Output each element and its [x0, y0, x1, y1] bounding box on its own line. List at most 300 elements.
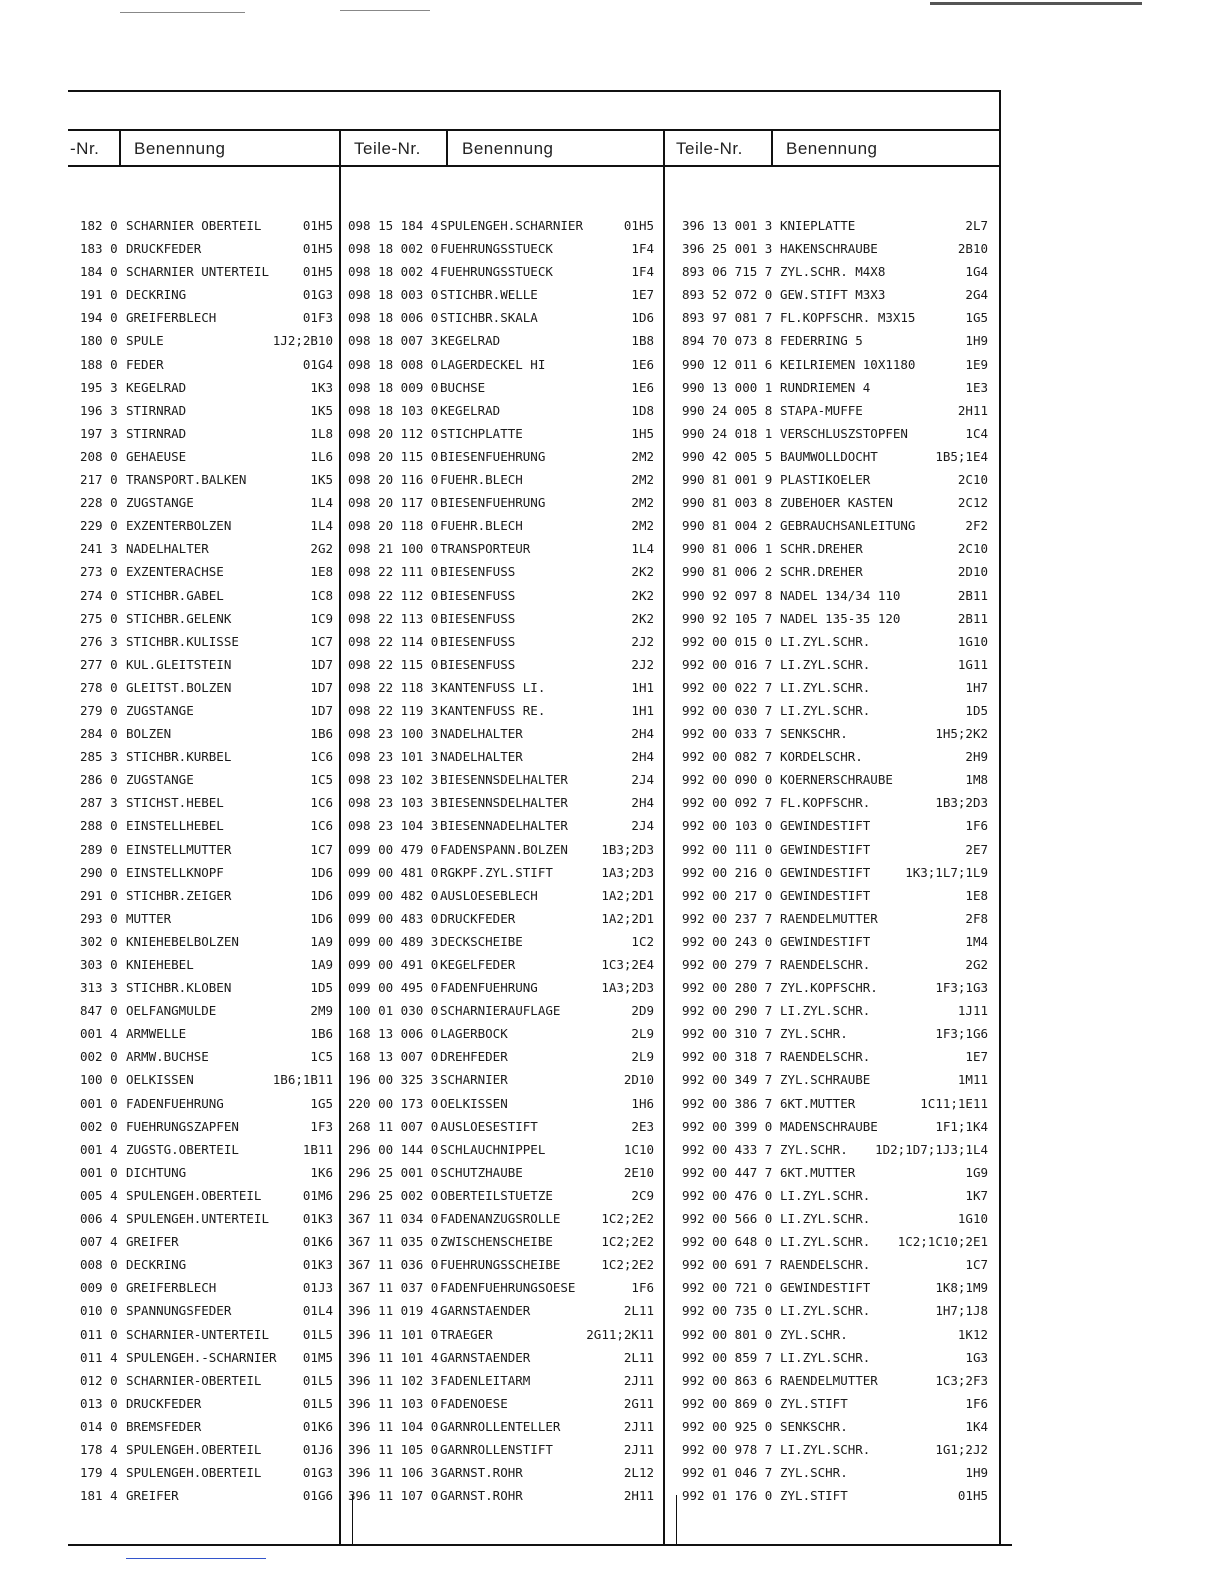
part-number: 992 00 648 0: [682, 1234, 773, 1250]
table-row: [348, 1369, 654, 1392]
part-number: 396 11 104 0: [348, 1418, 439, 1434]
part-name: STICHBR.ZEIGER: [126, 887, 232, 903]
part-name: 6KT.MUTTER: [780, 1095, 856, 1111]
table-row: [80, 1022, 333, 1045]
grid-reference: 1D6: [310, 864, 333, 880]
table-row: [348, 884, 654, 907]
part-name: BIESENFUSS: [440, 633, 516, 649]
table-row: [682, 445, 988, 468]
part-name: SCHUTZHAUBE: [440, 1164, 523, 1180]
table-row: [682, 768, 988, 791]
table-row: [80, 1323, 333, 1346]
part-number: 992 00 735 0: [682, 1303, 773, 1319]
grid-reference: 1D7: [310, 679, 333, 695]
grid-reference: 2K2: [631, 610, 654, 626]
part-number: 291 0: [80, 887, 118, 903]
grid-reference: 2M9: [310, 1003, 333, 1019]
grid-reference: 2F2: [965, 518, 988, 534]
grid-reference: 1H6: [631, 1095, 654, 1111]
part-number: 099 00 489 3: [348, 933, 439, 949]
part-name: ZUGSTANGE: [126, 772, 194, 788]
part-number: 396 11 019 4: [348, 1303, 439, 1319]
part-number: 098 20 116 0: [348, 472, 439, 488]
part-name: BIESENNADELHALTER: [440, 818, 568, 834]
part-number: 296 25 002 0: [348, 1187, 439, 1203]
part-number: 990 24 018 1: [682, 425, 773, 441]
part-name: RAENDELMUTTER: [780, 1372, 878, 1388]
part-name: DECKSCHEIBE: [440, 933, 523, 949]
part-name: EXZENTERBOLZEN: [126, 518, 232, 534]
grid-reference: 01G3: [302, 287, 333, 303]
table-row: [348, 607, 654, 630]
grid-reference: 1H9: [965, 333, 988, 349]
grid-reference: 1G11: [957, 656, 988, 672]
table-row: [348, 1092, 654, 1115]
table-row: [348, 699, 654, 722]
part-number: 098 18 009 0: [348, 379, 439, 395]
grid-reference: 2H11: [623, 1488, 654, 1504]
part-number: 303 0: [80, 957, 118, 972]
part-number: 098 22 114 0: [348, 633, 439, 649]
part-number: 001 4: [80, 1026, 118, 1042]
part-name: STICHBR.GELENK: [126, 610, 232, 626]
part-name: OELFANGMULDE: [126, 1003, 217, 1019]
part-number: 284 0: [80, 726, 118, 742]
part-name: LI.ZYL.SCHR.: [780, 656, 871, 672]
table-row: [80, 1207, 333, 1230]
part-name: RAENDELMUTTER: [780, 910, 878, 926]
part-name: FUEHRUNGSSTUECK: [440, 241, 553, 257]
table-row: [348, 907, 654, 930]
part-number: 098 18 008 0: [348, 356, 439, 372]
part-name: NADELHALTER: [126, 541, 209, 557]
grid-reference: 01J6: [302, 1441, 333, 1457]
table-row: [348, 399, 654, 422]
part-number: 990 24 005 8: [682, 402, 773, 418]
grid-reference: 1C2;2E2: [601, 1257, 654, 1273]
part-number: 098 22 118 3: [348, 679, 439, 695]
part-number: 990 12 011 6: [682, 356, 773, 372]
grid-reference: 1H1: [631, 679, 654, 695]
part-name: ZWISCHENSCHEIBE: [440, 1234, 553, 1250]
part-number: 098 20 115 0: [348, 448, 439, 464]
grid-reference: 2E10: [623, 1164, 654, 1180]
part-name: RUNDRIEMEN 4: [780, 379, 871, 395]
part-name: ZYL.SCHR.: [780, 1465, 848, 1481]
column-3: [682, 214, 988, 1507]
table-row: [80, 1438, 333, 1461]
table-row: [348, 768, 654, 791]
table-row: [348, 491, 654, 514]
table-row: [80, 838, 333, 861]
part-number: 196 00 325 3: [348, 1072, 439, 1088]
table-row: [348, 584, 654, 607]
table-row: [682, 1369, 988, 1392]
table-row: [80, 1369, 333, 1392]
table-row: [682, 399, 988, 422]
grid-reference: 1L6: [310, 448, 333, 464]
part-name: LAGERBOCK: [440, 1026, 508, 1042]
part-number: 287 3: [80, 795, 118, 811]
grid-reference: 1B8: [631, 333, 654, 349]
grid-reference: 2D10: [623, 1072, 654, 1088]
grid-reference: 1C6: [310, 795, 333, 811]
part-name: KNIEHEBELBOLZEN: [126, 933, 239, 949]
part-name: FADENFUEHRUNG: [126, 1095, 224, 1111]
part-name: BIESENFUSS: [440, 587, 516, 603]
part-number: 182 0: [80, 218, 118, 233]
table-row: [682, 907, 988, 930]
table-row: [348, 1346, 654, 1369]
table-row: [80, 745, 333, 768]
part-name: SCHR.DREHER: [780, 541, 863, 557]
grid-reference: 1C7: [310, 633, 333, 649]
part-number: 228 0: [80, 495, 118, 511]
table-row: [80, 237, 333, 260]
part-number: 992 00 090 0: [682, 772, 773, 788]
grid-reference: 1K4: [965, 1418, 988, 1434]
part-name: SPULENGEH.-SCHARNIER: [126, 1349, 277, 1365]
part-name: LI.ZYL.SCHR.: [780, 1303, 871, 1319]
part-number: 099 00 491 0: [348, 957, 439, 972]
part-number: 098 20 117 0: [348, 495, 439, 511]
grid-reference: 01L5: [302, 1395, 333, 1411]
part-number: 992 00 111 0: [682, 841, 773, 857]
header-col2-name: Benennung: [462, 139, 554, 158]
grid-reference: 1C6: [310, 749, 333, 765]
part-name: KEGELRAD: [440, 402, 501, 418]
part-number: 098 18 006 0: [348, 310, 439, 326]
part-number: 014 0: [80, 1418, 118, 1434]
part-name: GEWINDESTIFT: [780, 841, 871, 857]
table-row: [80, 537, 333, 560]
table-row: [682, 630, 988, 653]
part-name: FADENSPANN.BOLZEN: [440, 841, 568, 857]
part-number: 893 06 715 7: [682, 264, 773, 280]
table-row: [80, 1161, 333, 1184]
part-number: 099 00 481 0: [348, 864, 439, 880]
table-row: [682, 1461, 988, 1484]
grid-reference: 01H5: [302, 241, 333, 257]
part-number: 990 42 005 5: [682, 448, 773, 464]
table-row: [682, 353, 988, 376]
grid-reference: 1G3: [965, 1349, 988, 1365]
column-3-inner-line: [676, 1495, 677, 1545]
grid-reference: 01L4: [302, 1303, 333, 1319]
part-number: 992 00 447 7: [682, 1164, 773, 1180]
table-row: [80, 1115, 333, 1138]
grid-reference: 1F4: [631, 264, 654, 280]
part-number: 992 00 691 7: [682, 1257, 773, 1273]
table-row: [80, 491, 333, 514]
part-number: 098 18 103 0: [348, 402, 439, 418]
part-number: 367 11 034 0: [348, 1211, 439, 1227]
table-row: [80, 1299, 333, 1322]
part-name: SCHLAUCHNIPPEL: [440, 1141, 546, 1157]
part-name: EXZENTERACHSE: [126, 564, 224, 580]
table-row: [80, 283, 333, 306]
table-row: [348, 953, 654, 976]
part-number: 367 11 036 0: [348, 1257, 439, 1273]
part-name: STIRNRAD: [126, 402, 187, 418]
grid-reference: 1L4: [310, 518, 333, 534]
part-name: EINSTELLKNOPF: [126, 864, 224, 880]
part-number: 011 4: [80, 1349, 118, 1365]
part-number: 992 00 290 7: [682, 1003, 773, 1019]
part-number: 098 23 101 3: [348, 749, 439, 765]
part-number: 006 4: [80, 1211, 118, 1227]
table-row: [348, 468, 654, 491]
part-number: 992 00 092 7: [682, 795, 773, 811]
grid-reference: 01H5: [302, 218, 333, 233]
grid-reference: 1C11;1E11: [920, 1095, 988, 1111]
part-number: 396 11 105 0: [348, 1441, 439, 1457]
part-number: 990 81 001 9: [682, 472, 773, 488]
part-number: 302 0: [80, 933, 118, 949]
table-row: [348, 283, 654, 306]
part-name: KNIEPLATTE: [780, 218, 856, 233]
table-row: [348, 560, 654, 583]
table-row: [348, 676, 654, 699]
table-row: [682, 1207, 988, 1230]
grid-reference: 1B6: [310, 726, 333, 742]
part-number: 992 00 279 7: [682, 957, 773, 972]
grid-reference: 1E7: [965, 1049, 988, 1065]
grid-reference: 1F3: [310, 1118, 333, 1134]
part-number: 992 00 433 7: [682, 1141, 773, 1157]
part-number: 992 00 566 0: [682, 1211, 773, 1227]
grid-reference: 01F3: [302, 310, 333, 326]
grid-reference: 1M11: [957, 1072, 988, 1088]
table-row: [80, 630, 333, 653]
part-number: 008 0: [80, 1257, 118, 1273]
part-number: 367 11 035 0: [348, 1234, 439, 1250]
part-number: 183 0: [80, 241, 118, 257]
part-number: 099 00 479 0: [348, 841, 439, 857]
table-row: [682, 1161, 988, 1184]
table-row: [348, 353, 654, 376]
part-name: SPULENGEH.OBERTEIL: [126, 1465, 262, 1481]
part-number: 396 11 102 3: [348, 1372, 439, 1388]
part-number: 313 3: [80, 980, 118, 996]
grid-reference: 2L9: [631, 1026, 654, 1042]
table-row: [348, 745, 654, 768]
part-name: FADENFUEHRUNG: [440, 980, 538, 996]
grid-reference: 1E8: [310, 564, 333, 580]
grid-reference: 2G4: [965, 287, 988, 303]
part-name: GEBRAUCHSANLEITUNG: [780, 518, 916, 534]
part-number: 990 92 105 7: [682, 610, 773, 626]
header-col1-nr: -Nr.: [70, 139, 100, 158]
part-name: SCHARNIER-OBERTEIL: [126, 1372, 262, 1388]
table-row: [80, 514, 333, 537]
grid-reference: 2D9: [631, 1003, 654, 1019]
grid-reference: 1F4: [631, 241, 654, 257]
part-name: STICHBR.WELLE: [440, 287, 538, 303]
part-name: KORDELSCHR.: [780, 749, 863, 765]
part-name: STIRNRAD: [126, 425, 187, 441]
grid-reference: 2B10: [957, 241, 988, 257]
part-name: BIESENFUSS: [440, 656, 516, 672]
part-number: 195 3: [80, 379, 118, 395]
part-number: 992 00 863 6: [682, 1372, 773, 1388]
part-name: HAKENSCHRAUBE: [780, 241, 878, 257]
part-name: BIESENFUSS: [440, 610, 516, 626]
part-name: EINSTELLMUTTER: [126, 841, 232, 857]
grid-reference: 1K3: [310, 379, 333, 395]
part-name: SCHARNIERAUFLAGE: [440, 1003, 561, 1019]
part-number: 098 21 100 0: [348, 541, 439, 557]
part-name: ARMWELLE: [126, 1026, 187, 1042]
part-number: 992 00 310 7: [682, 1026, 773, 1042]
divider-2: [339, 129, 341, 1545]
table-row: [682, 560, 988, 583]
part-name: NADEL 135-35 120: [780, 610, 901, 626]
part-name: FADENLEITARM: [440, 1372, 531, 1388]
part-name: DRUCKFEDER: [126, 1395, 202, 1411]
grid-reference: 1G10: [957, 633, 988, 649]
part-number: 992 00 801 0: [682, 1326, 773, 1342]
part-number: 990 92 097 8: [682, 587, 773, 603]
part-number: 191 0: [80, 287, 118, 303]
part-name: ZYL.SCHR. M4X8: [780, 264, 886, 280]
part-number: 181 4: [80, 1488, 118, 1504]
grid-reference: 1B3;2D3: [935, 795, 988, 811]
table-row: [682, 791, 988, 814]
part-number: 279 0: [80, 702, 118, 718]
table-row: [80, 214, 333, 237]
table-row: [80, 814, 333, 837]
grid-reference: 1B6: [310, 1026, 333, 1042]
table-row: [80, 768, 333, 791]
part-name: BUCHSE: [440, 379, 486, 395]
part-name: ZYL.SCHR.: [780, 1141, 848, 1157]
divider-1: [119, 129, 121, 167]
grid-reference: 1A3;2D3: [601, 864, 654, 880]
grid-reference: 1J2;2B10: [272, 333, 333, 349]
part-name: SPULENGEH.UNTERTEIL: [126, 1211, 269, 1227]
grid-reference: 01K3: [302, 1211, 333, 1227]
part-number: 277 0: [80, 656, 118, 672]
divider-4: [663, 129, 665, 1545]
part-name: FADENFUEHRUNGSOESE: [440, 1280, 576, 1296]
grid-reference: 2G2: [965, 957, 988, 972]
table-row: [682, 376, 988, 399]
part-number: 009 0: [80, 1280, 118, 1296]
table-row: [682, 722, 988, 745]
part-name: BAUMWOLLDOCHT: [780, 448, 878, 464]
header-col2-nr: Teile-Nr.: [354, 139, 421, 158]
table-row: [682, 214, 988, 237]
table-row: [682, 1438, 988, 1461]
grid-reference: 2L11: [623, 1349, 654, 1365]
grid-reference: 2M2: [631, 472, 654, 488]
table-row: [348, 791, 654, 814]
grid-reference: 2K2: [631, 564, 654, 580]
grid-reference: 2C12: [957, 495, 988, 511]
part-name: KEILRIEMEN 10X1180: [780, 356, 916, 372]
part-number: 099 00 482 0: [348, 887, 439, 903]
table-row: [682, 1138, 988, 1161]
part-number: 001 0: [80, 1164, 118, 1180]
table-row: [682, 306, 988, 329]
grid-reference: 1D2;1D7;1J3;1L4: [875, 1141, 988, 1157]
part-number: 098 22 113 0: [348, 610, 439, 626]
table-row: [348, 514, 654, 537]
grid-reference: 1G5: [310, 1095, 333, 1111]
table-row: [80, 1230, 333, 1253]
table-row: [682, 999, 988, 1022]
table-row: [348, 260, 654, 283]
grid-reference: 2H11: [957, 402, 988, 418]
part-name: NADELHALTER: [440, 726, 523, 742]
table-row: [682, 838, 988, 861]
part-number: 098 18 002 0: [348, 241, 439, 257]
grid-reference: 1B5;1E4: [935, 448, 988, 464]
table-row: [682, 1323, 988, 1346]
table-row: [80, 722, 333, 745]
part-number: 001 0: [80, 1095, 118, 1111]
part-number: 098 23 100 3: [348, 726, 439, 742]
table-row: [682, 283, 988, 306]
grid-reference: 01M6: [302, 1187, 333, 1203]
part-number: 196 3: [80, 402, 118, 418]
grid-reference: 2D10: [957, 564, 988, 580]
grid-reference: 1G4: [965, 264, 988, 280]
header-col3-nr: Teile-Nr.: [676, 139, 743, 158]
table-row: [348, 976, 654, 999]
grid-reference: 1F1;1K4: [935, 1118, 988, 1134]
part-name: GARNSTAENDER: [440, 1303, 531, 1319]
grid-reference: 1K12: [957, 1326, 988, 1342]
part-name: OELKISSEN: [440, 1095, 508, 1111]
part-number: 208 0: [80, 448, 118, 464]
table-bottom-border: [68, 1544, 1012, 1546]
table-row: [682, 861, 988, 884]
grid-reference: 2C9: [631, 1187, 654, 1203]
grid-reference: 01J3: [302, 1280, 333, 1296]
part-name: ZYL.SCHR.: [780, 1026, 848, 1042]
part-number: 098 18 003 0: [348, 287, 439, 303]
part-name: PLASTIKOELER: [780, 472, 871, 488]
part-name: TRANSPORTEUR: [440, 541, 531, 557]
grid-reference: 1G5: [965, 310, 988, 326]
part-name: SCHARNIER OBERTEIL: [126, 218, 262, 233]
table-row: [348, 1415, 654, 1438]
header-top-border: [68, 129, 1000, 131]
part-name: LI.ZYL.SCHR.: [780, 1349, 871, 1365]
part-name: GEWINDESTIFT: [780, 933, 871, 949]
part-number: 168 13 006 0: [348, 1026, 439, 1042]
part-number: 007 4: [80, 1234, 118, 1250]
grid-reference: 1G9: [965, 1164, 988, 1180]
part-name: SPULENGEH.OBERTEIL: [126, 1187, 262, 1203]
part-number: 893 97 081 7: [682, 310, 773, 326]
part-name: GARNST.ROHR: [440, 1465, 523, 1481]
grid-reference: 1E3: [965, 379, 988, 395]
grid-reference: 2C10: [957, 472, 988, 488]
part-name: RAENDELSCHR.: [780, 1257, 871, 1273]
table-row: [348, 1184, 654, 1207]
grid-reference: 2J11: [623, 1372, 654, 1388]
grid-reference: 2M2: [631, 448, 654, 464]
table-row: [682, 491, 988, 514]
part-name: ZUBEHOER KASTEN: [780, 495, 893, 511]
grid-reference: 1C3;2E4: [601, 957, 654, 972]
grid-reference: 2J11: [623, 1441, 654, 1457]
grid-reference: 2M2: [631, 518, 654, 534]
part-name: VERSCHLUSZSTOPFEN: [780, 425, 908, 441]
